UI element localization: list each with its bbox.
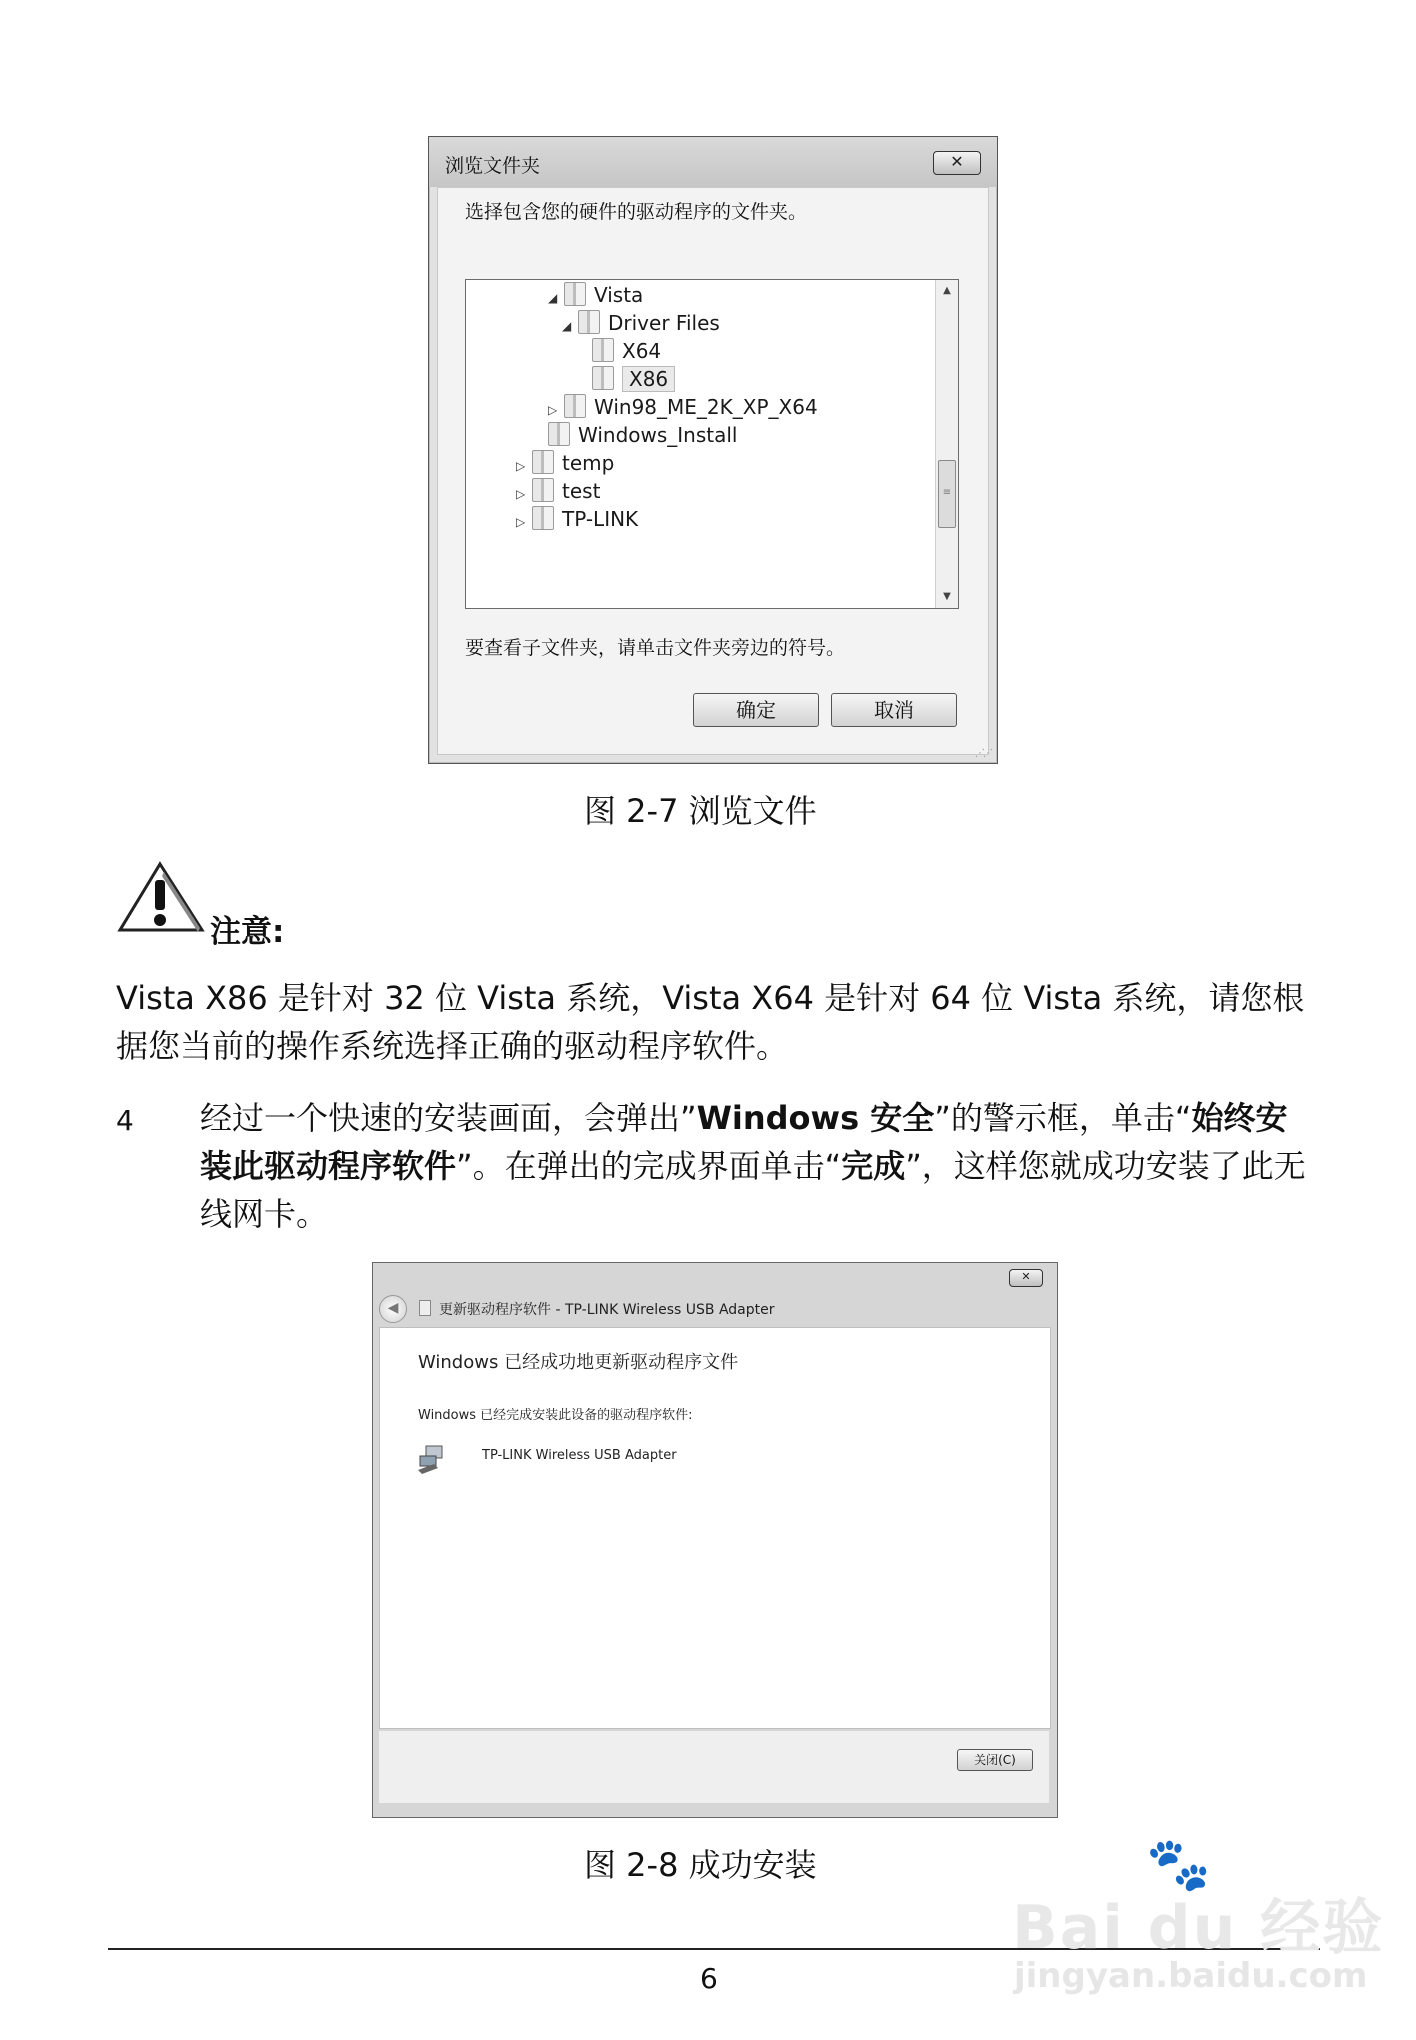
update-driver-dialog [372,1262,1058,1818]
tree-scrollbar[interactable] [935,280,958,608]
tree-node-label: Windows_Install [578,423,738,447]
device-small-icon [419,1300,431,1316]
tree-node[interactable] [516,448,614,478]
folder-icon [564,394,586,418]
network-adapter-icon [416,1444,446,1474]
device-name: TP-LINK Wireless USB Adapter [482,1448,677,1463]
step-text-part: ”。在弹出的完成界面单击“ [456,1147,842,1185]
tree-node[interactable] [516,476,600,506]
step-text [200,1094,1316,1238]
wizard-subtext: Windows 已经完成安装此设备的驱动程序软件: [418,1408,693,1423]
expand-arrow-icon[interactable]: ▷ [516,487,526,501]
close-icon[interactable]: ✕ [933,151,981,175]
folder-tree[interactable] [465,279,959,609]
tree-node[interactable] [562,308,720,338]
wizard-title [419,1299,774,1319]
tree-node-label: Vista [594,283,644,307]
ok-button[interactable]: 确定 [693,693,819,727]
scroll-up-icon[interactable]: ▲ [943,285,951,296]
note-body: Vista X86 是针对 32 位 Vista 系统，Vista X64 是针对 64 位 Vista 系统，请您根据您当前的操作系统选择正确的驱动程序软件。 [116,979,1305,1065]
tree-node-label: Win98_ME_2K_XP_X64 [594,395,818,419]
page-number: 6 [700,1962,718,1995]
browse-folder-dialog [428,136,998,764]
tree-node[interactable] [576,336,661,366]
tree-node[interactable] [532,420,737,450]
tree-node-label: TP-LINK [562,507,639,531]
expand-arrow-icon[interactable]: ▷ [516,459,526,473]
note-title: 注意: [210,914,285,950]
tree-node-label: temp [562,451,615,475]
expand-arrow-icon[interactable]: ▷ [516,515,526,529]
wizard-footer [379,1731,1049,1803]
folder-icon [592,338,614,362]
scroll-down-icon[interactable]: ▼ [943,591,951,602]
step-text-part: 经过一个快速的安装画面，会弹出” [200,1099,697,1137]
close-button[interactable]: 关闭(C) [957,1749,1033,1771]
figure-caption-2-7: 图 2-7 浏览文件 [584,792,817,830]
step-bold-always-install: 始终安装此驱动程序软件 [200,1099,1288,1185]
step-bold-windows-security: Windows 安全 [696,1099,935,1137]
tree-node-selected[interactable] [576,364,675,394]
expand-arrow-icon[interactable]: ◢ [548,291,558,305]
paw-logo-icon: 🐾 [1146,1835,1211,1895]
close-icon[interactable]: ✕ [1009,1269,1043,1287]
folder-icon [532,506,554,530]
step-bold-finish: 完成 [841,1147,906,1185]
cancel-button[interactable]: 取消 [831,693,957,727]
resize-grip-icon[interactable]: ⋰⋰ [975,748,991,759]
scrollbar-thumb[interactable]: ≡ [938,460,956,528]
folder-icon [548,422,570,446]
expand-arrow-icon[interactable]: ▷ [548,403,558,417]
step-text-part: ”的警示框，单击“ [934,1099,1192,1137]
folder-icon [532,450,554,474]
tree-node-label: X86 [622,366,675,392]
dialog-titlebar [429,137,997,187]
dialog-hint: 要查看子文件夹，请单击文件夹旁边的符号。 [465,637,846,659]
tree-node[interactable] [548,280,643,310]
figure-caption-2-8: 图 2-8 成功安装 [584,1846,817,1884]
warning-icon [116,860,206,934]
tree-node-label: test [562,479,601,503]
dialog-title: 浏览文件夹 [445,155,541,177]
folder-icon [578,310,600,334]
watermark-logo: Bai du 经验 [1012,1893,1385,1963]
tree-node[interactable] [548,392,818,422]
expand-arrow-icon[interactable]: ◢ [562,319,572,333]
tree-node-label: Driver Files [608,311,720,335]
dialog-prompt: 选择包含您的硬件的驱动程序的文件夹。 [465,201,808,223]
folder-icon [532,478,554,502]
folder-icon [564,282,586,306]
wizard-title-text: 更新驱动程序软件 - TP-LINK Wireless USB Adapter [439,1302,775,1318]
step-text-part: ”，这样您就成功安装了此无线网卡。 [200,1147,1306,1233]
folder-icon [592,366,614,390]
watermark-url: jingyan.baidu.com [1014,1956,1368,1996]
tree-node[interactable] [516,504,638,534]
wizard-heading: Windows 已经成功地更新驱动程序文件 [418,1352,739,1373]
back-arrow-icon[interactable]: ◀ [379,1295,407,1323]
tree-node-label: X64 [622,339,662,363]
step-number: 4 [116,1104,134,1137]
wizard-content [379,1327,1051,1729]
